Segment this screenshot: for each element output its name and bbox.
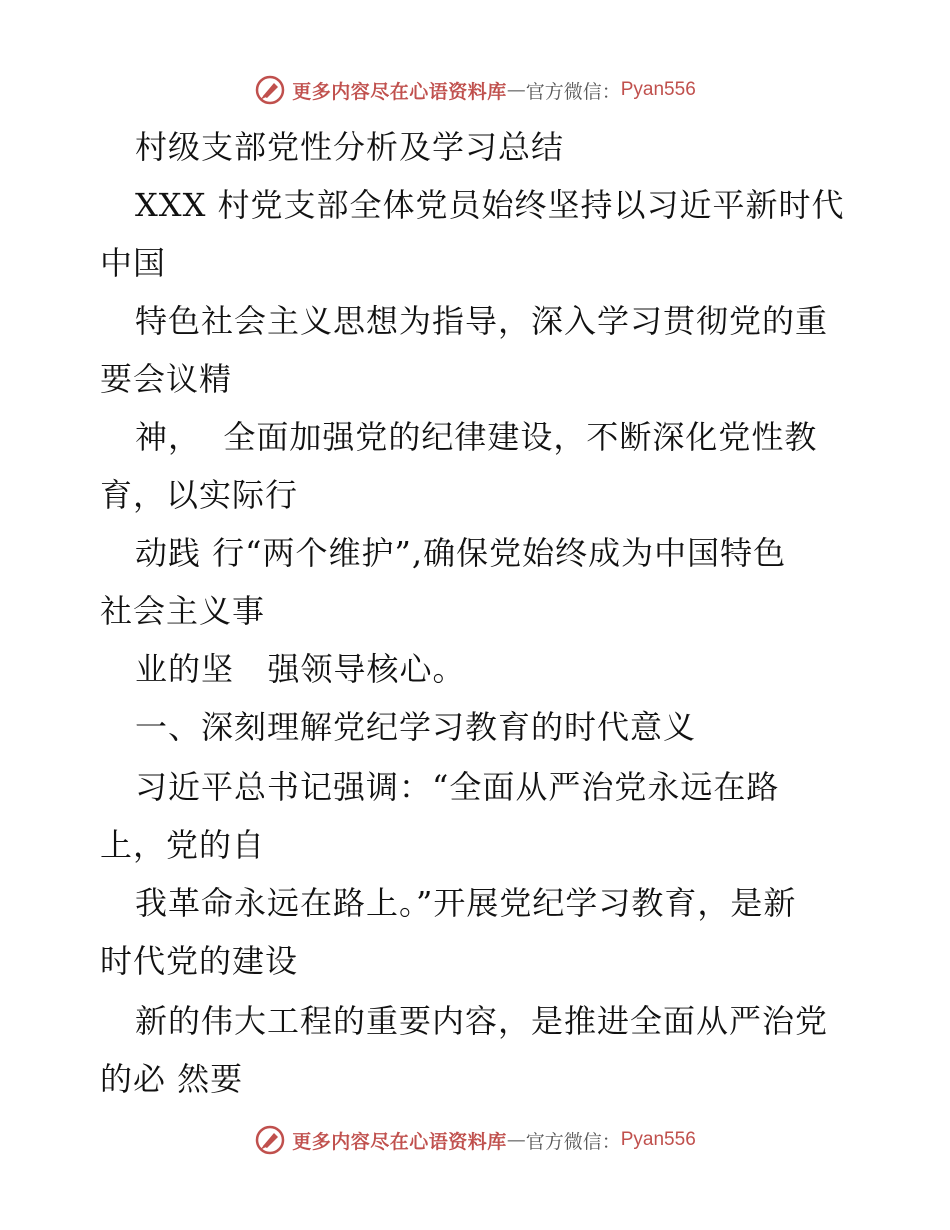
document-line: 育，以实际行 xyxy=(100,476,299,514)
document-line: 的必 然要 xyxy=(100,1060,244,1098)
banner-official-label: 官方微信： xyxy=(525,80,621,103)
document-line: 神， 全面加强党的纪律建设，不断深化党性教 xyxy=(135,418,818,456)
banner-separator: — xyxy=(506,79,526,101)
banner-handle: Pyan556 xyxy=(620,79,696,100)
section-heading: 一、深刻理解党纪学习教育的时代意义 xyxy=(135,708,697,746)
pen-nib-logo-icon xyxy=(254,74,286,106)
document-line: 习近平总书记强调：“全面从严治党永远在路 xyxy=(135,768,780,806)
document-line: 上，党的自 xyxy=(100,826,266,864)
document-line: 我革命永远在路上。”开展党纪学习教育，是新 xyxy=(135,884,797,922)
document-line: 动践 行“两个维护”,确保党始终成为中国特色 xyxy=(135,534,787,572)
footer-watermark-banner xyxy=(0,1120,950,1160)
document-line: 时代党的建设 xyxy=(100,942,299,980)
banner-text: 更多内容尽在心语资料库 xyxy=(292,1130,507,1153)
banner-official-label: 官方微信： xyxy=(525,1130,621,1153)
banner-handle: Pyan556 xyxy=(620,1129,696,1150)
document-line: 社会主义事 xyxy=(100,592,266,630)
document-title: 村级支部党性分析及学习总结 xyxy=(135,128,565,166)
banner-separator: — xyxy=(506,1129,526,1151)
document-line: 中国 xyxy=(100,244,167,282)
document-line: XXX 村党支部全体党员始终坚持以习近平新时代 xyxy=(135,186,845,224)
document-line: 特色社会主义思想为指导，深入学习贯彻党的重 xyxy=(135,302,829,340)
header-watermark-banner xyxy=(0,70,950,110)
banner-text: 更多内容尽在心语资料库 xyxy=(292,80,507,103)
pen-nib-logo-icon xyxy=(254,1124,286,1156)
document-line: 新的伟大工程的重要内容，是推进全面从严治党 xyxy=(135,1002,829,1040)
document-line: 业的坚 强领导核心。 xyxy=(135,650,466,688)
document-line: 要会议精 xyxy=(100,360,233,398)
